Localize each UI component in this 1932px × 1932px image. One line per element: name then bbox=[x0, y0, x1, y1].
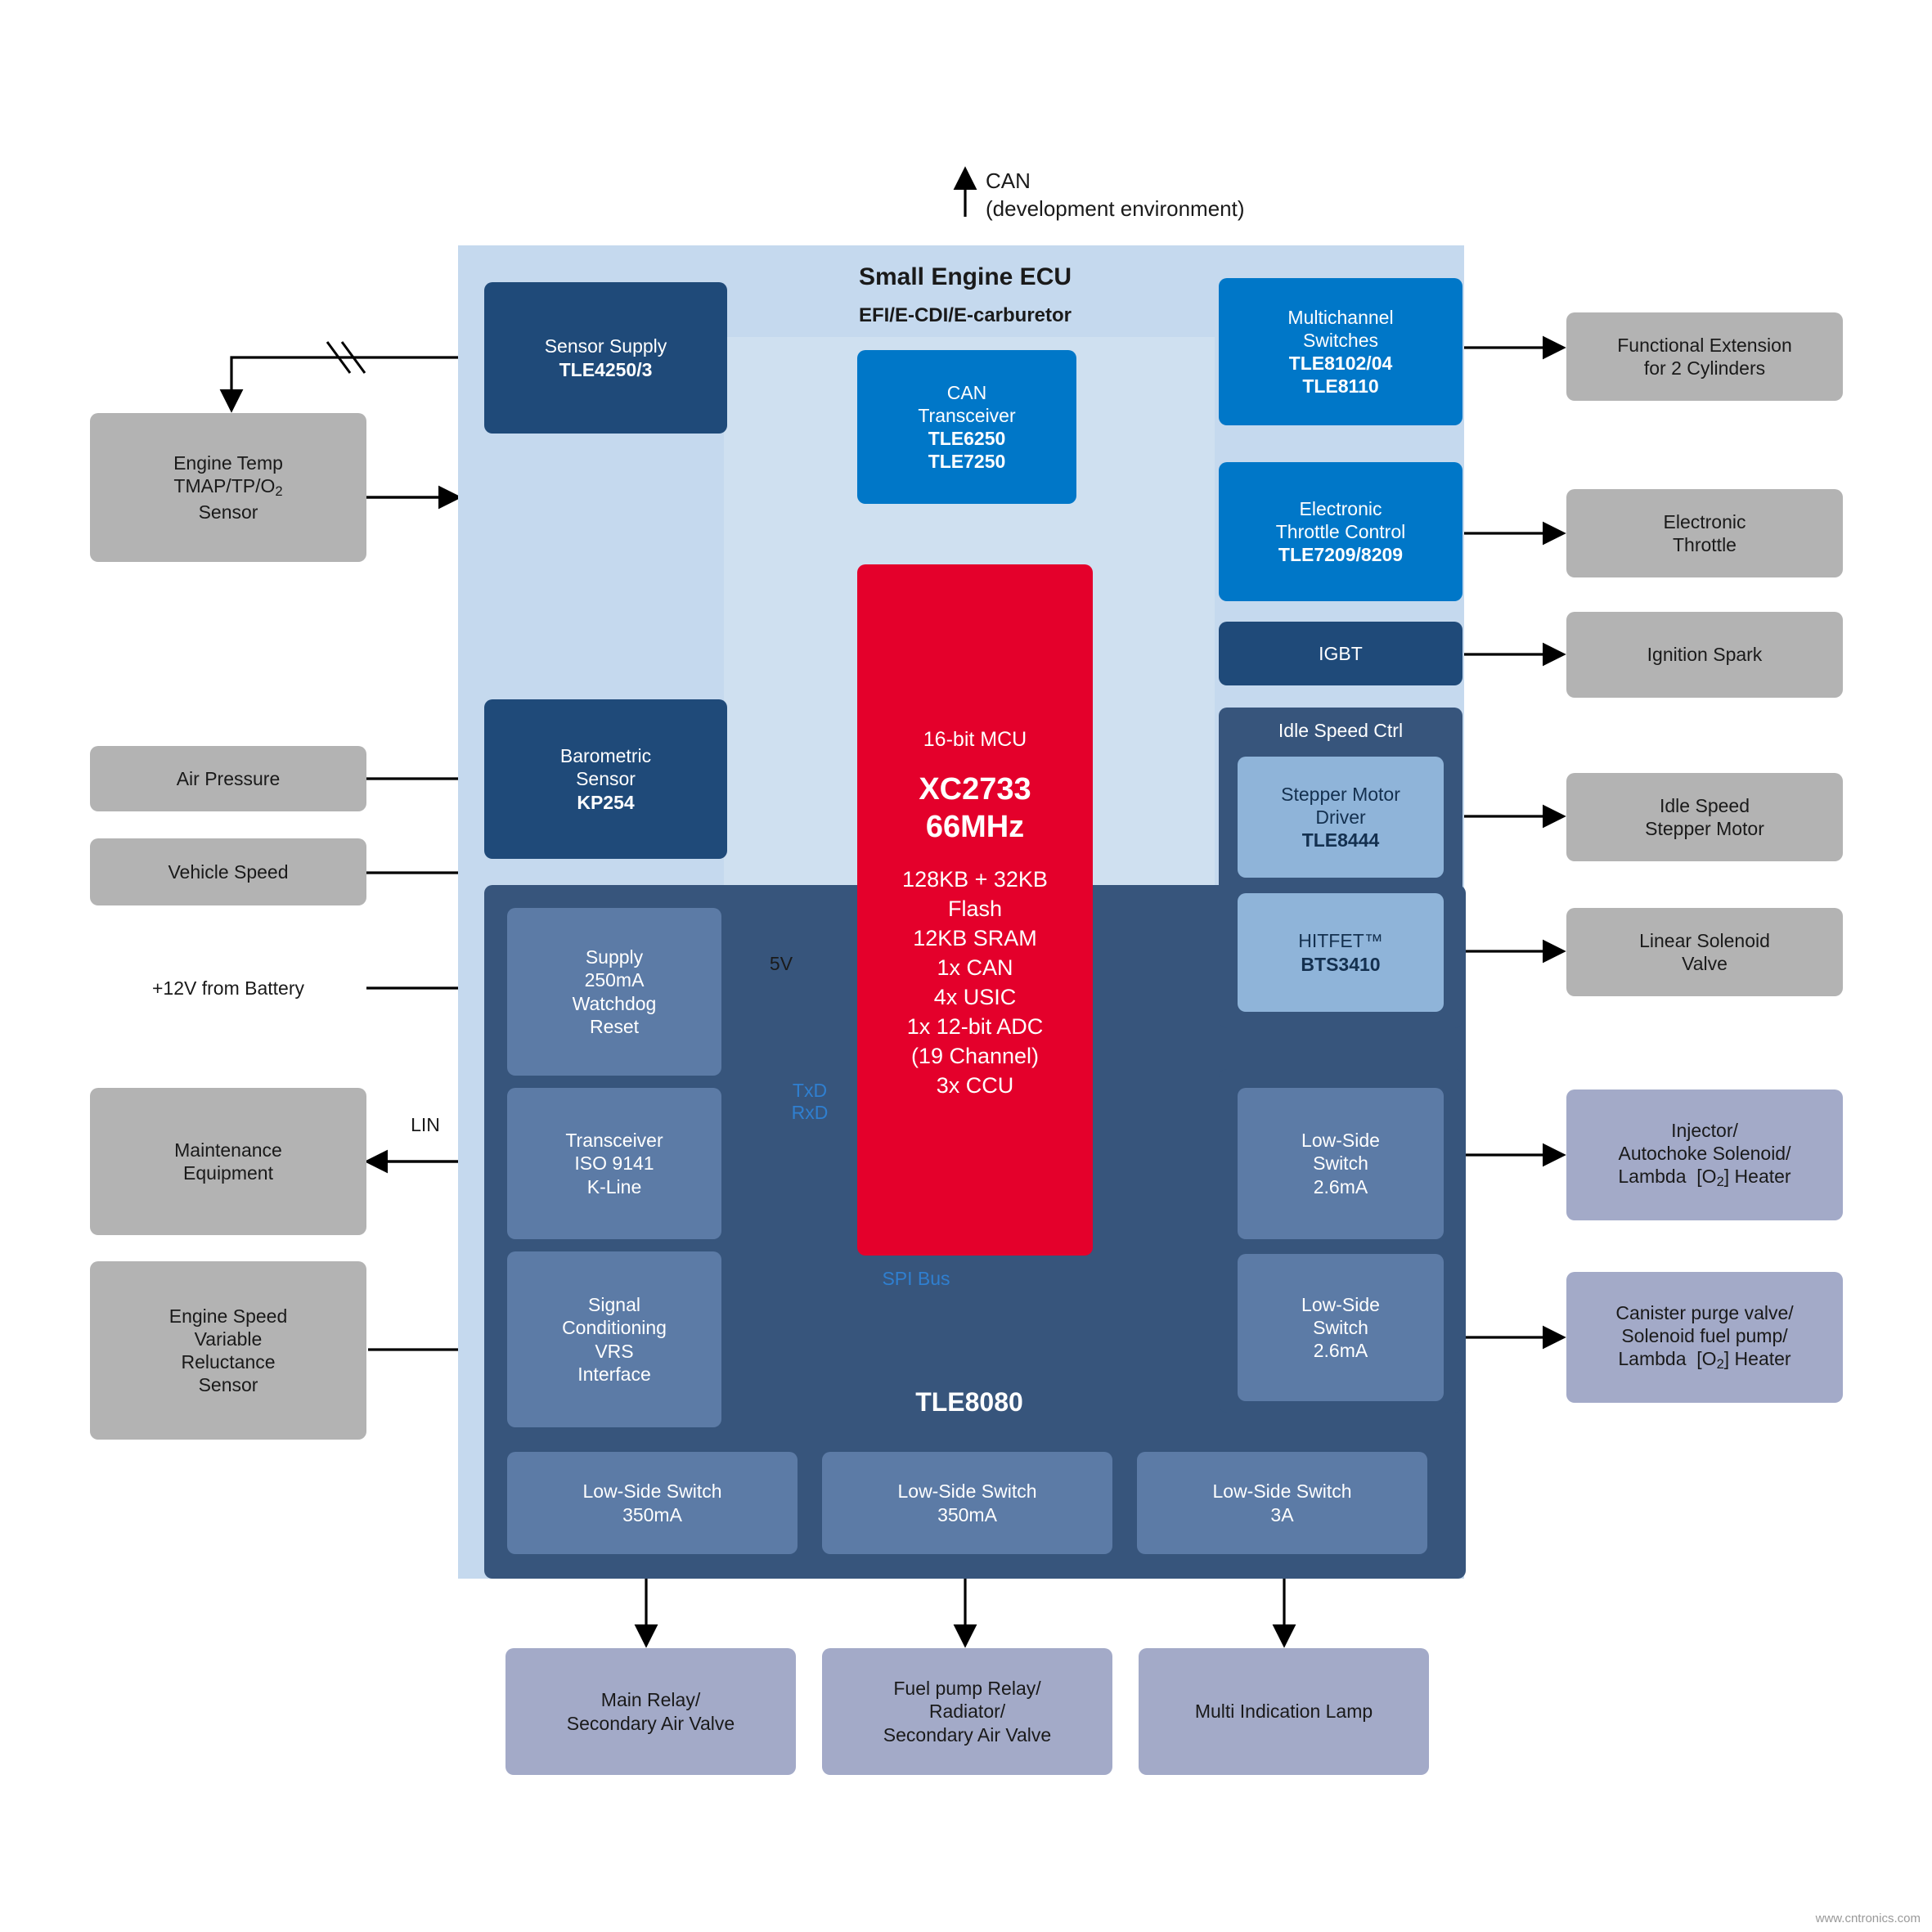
sensor-supply-block[interactable] bbox=[484, 282, 727, 434]
multichannel-line-1: Multichannel bbox=[1287, 306, 1394, 328]
electronic-throttle[interactable] bbox=[1566, 489, 1843, 577]
maintenance-equipment-line-1: Maintenance bbox=[174, 1139, 282, 1161]
mcu-spec-8: 3x CCU bbox=[936, 1072, 1014, 1098]
idle-speed-ctrl-title-text: Idle Speed Ctrl bbox=[1278, 719, 1404, 741]
stepper-line-1: Stepper Motor bbox=[1281, 783, 1400, 805]
etc-line-1: Electronic bbox=[1299, 497, 1382, 519]
multi-lamp-line-1: Multi Indication Lamp bbox=[1194, 1701, 1373, 1723]
stepper-part: TLE8444 bbox=[1301, 829, 1380, 851]
rxd-text: RxD bbox=[791, 1102, 829, 1123]
signal-conditioning-line-4: Interface bbox=[577, 1363, 651, 1385]
multichannel-switches-block[interactable] bbox=[1219, 278, 1462, 425]
idle-speed-stepper-motor[interactable] bbox=[1566, 773, 1843, 861]
functional-extension-line-1: Functional Extension bbox=[1617, 334, 1792, 356]
transceiver-kline-line-2: ISO 9141 bbox=[574, 1152, 654, 1175]
low-side-3a-line-2: 3A bbox=[1270, 1503, 1294, 1525]
injector-autochoke[interactable] bbox=[1566, 1090, 1843, 1220]
linear-solenoid-line-1: Linear Solenoid bbox=[1639, 929, 1770, 951]
hitfet-part: BTS3410 bbox=[1301, 953, 1381, 975]
functional-extension-line-2: for 2 Cylinders bbox=[1643, 357, 1766, 379]
transceiver-kline-line-3: K-Line bbox=[586, 1175, 642, 1197]
can-top-label bbox=[986, 168, 1411, 223]
lin-text: LIN bbox=[411, 1113, 440, 1135]
engine-temp-sensor-line-2: TMAP/$TP/O_2$ bbox=[173, 475, 283, 500]
lss2-line-3: 2.6mA bbox=[1313, 1340, 1368, 1362]
supply-watchdog-line-4: Reset bbox=[589, 1015, 640, 1037]
idle-speed-ctrl-title bbox=[1219, 713, 1462, 748]
low-side-350-a-line-1: Low-Side Switch bbox=[582, 1480, 722, 1503]
engine-speed-sensor-line-2: Variable bbox=[194, 1328, 263, 1350]
low-side-3a-line-1: Low-Side Switch bbox=[1212, 1480, 1352, 1503]
fuel-pump-relay[interactable] bbox=[822, 1648, 1112, 1775]
barometric-sensor-part: KP254 bbox=[577, 791, 635, 813]
main-relay[interactable] bbox=[505, 1648, 796, 1775]
lin-label bbox=[372, 1108, 479, 1141]
hitfet-block[interactable] bbox=[1238, 893, 1444, 1012]
canister-line-2: Solenoid fuel pump/ bbox=[1621, 1325, 1788, 1347]
maintenance-equipment[interactable] bbox=[90, 1088, 366, 1235]
fuel-pump-line-3: Secondary Air Valve bbox=[883, 1723, 1052, 1746]
can-top-text: CAN bbox=[986, 168, 1031, 193]
supply-5v-text: 5V bbox=[769, 952, 793, 974]
idle-stepper-line-2: Stepper Motor bbox=[1645, 818, 1764, 839]
can-transceiver-block[interactable] bbox=[857, 350, 1076, 504]
sensor-supply-line-1: Sensor Supply bbox=[544, 335, 667, 357]
mcu-clock: 66MHz bbox=[925, 810, 1025, 845]
ecu-subtitle bbox=[736, 301, 1194, 330]
main-relay-line-1: Main Relay/ bbox=[600, 1689, 701, 1711]
mcu-spec-4: 1x CAN bbox=[937, 955, 1013, 981]
linear-solenoid-line-2: Valve bbox=[1682, 953, 1728, 974]
engine-speed-sensor-line-3: Reluctance bbox=[181, 1351, 276, 1373]
multichannel-line-2: Switches bbox=[1302, 329, 1379, 351]
low-side-switch-350-b[interactable] bbox=[822, 1452, 1112, 1554]
signal-conditioning-block[interactable] bbox=[507, 1251, 721, 1427]
mcu-kind: 16-bit MCU bbox=[923, 728, 1027, 752]
engine-speed-sensor-line-4: Sensor bbox=[198, 1374, 258, 1396]
canister-line-3: Lambda $[O_2]$ Heater bbox=[1618, 1348, 1791, 1373]
electronic-throttle-line-1: Electronic bbox=[1663, 510, 1746, 532]
etc-line-2: Throttle Control bbox=[1275, 520, 1406, 542]
txd-text: TxD bbox=[792, 1080, 828, 1101]
can-transceiver-line-2: Transceiver bbox=[918, 404, 1016, 426]
signal-conditioning-line-1: Signal bbox=[588, 1294, 640, 1316]
stepper-motor-driver-block[interactable] bbox=[1238, 757, 1444, 878]
supply-5v-label bbox=[736, 949, 826, 978]
injector-line-3: Lambda $[O_2]$ Heater bbox=[1618, 1166, 1791, 1190]
low-side-switch-3a[interactable] bbox=[1137, 1452, 1427, 1554]
fuel-pump-line-2: Radiator/ bbox=[928, 1701, 1006, 1723]
watermark: www.cntronics.com bbox=[1815, 1912, 1921, 1925]
engine-temp-sensor-line-3: Sensor bbox=[198, 501, 258, 523]
battery-supply-text: +12V from Battery bbox=[152, 977, 304, 999]
battery-supply-label bbox=[90, 964, 366, 1013]
maintenance-equipment-line-2: Equipment bbox=[183, 1162, 273, 1184]
sensor-supply-part: TLE4250/3 bbox=[559, 358, 653, 380]
supply-watchdog-line-1: Supply bbox=[585, 946, 644, 968]
barometric-sensor-block[interactable] bbox=[484, 699, 727, 859]
engine-temp-sensor[interactable] bbox=[90, 413, 366, 562]
main-relay-line-2: Secondary Air Valve bbox=[566, 1712, 735, 1734]
low-side-350-a-line-2: 350mA bbox=[622, 1503, 682, 1525]
low-side-350-b-line-2: 350mA bbox=[937, 1503, 997, 1525]
etc-part: TLE7209/8209 bbox=[1278, 544, 1404, 566]
txd-rxd-label bbox=[757, 1080, 863, 1124]
lss1-line-3: 2.6mA bbox=[1313, 1175, 1368, 1197]
low-side-switch-2[interactable] bbox=[1238, 1254, 1444, 1401]
transceiver-kline-block[interactable] bbox=[507, 1088, 721, 1239]
mcu-spec-7: (19 Channel) bbox=[910, 1043, 1040, 1068]
transceiver-kline-line-1: Transceiver bbox=[565, 1130, 663, 1152]
can-transceiver-line-1: CAN bbox=[946, 381, 987, 403]
supply-watchdog-block[interactable] bbox=[507, 908, 721, 1076]
mcu-spec-1: 128KB + 32KB bbox=[902, 867, 1048, 892]
supply-watchdog-line-3: Watchdog bbox=[572, 992, 657, 1014]
ignition-spark-line-1: Ignition Spark bbox=[1647, 644, 1763, 666]
spi-bus-text: SPI Bus bbox=[882, 1267, 950, 1289]
can-transceiver-part-2: TLE7250 bbox=[928, 451, 1006, 473]
vehicle-speed[interactable] bbox=[90, 838, 366, 905]
lss1-line-2: Switch bbox=[1313, 1152, 1368, 1175]
stepper-line-2: Driver bbox=[1315, 806, 1366, 828]
mcu-spec-6: 1x 12-bit ADC bbox=[906, 1014, 1044, 1040]
low-side-350-b-line-1: Low-Side Switch bbox=[897, 1480, 1037, 1503]
engine-speed-sensor-line-1: Engine Speed bbox=[168, 1305, 288, 1327]
ecu-title bbox=[736, 260, 1194, 294]
vehicle-speed-line-1: Vehicle Speed bbox=[168, 860, 289, 883]
spi-bus-label bbox=[826, 1264, 1006, 1293]
multichannel-part-2: TLE8110 bbox=[1302, 375, 1379, 398]
igbt-block[interactable] bbox=[1219, 622, 1462, 685]
multichannel-part-1: TLE8102/04 bbox=[1288, 353, 1393, 374]
hitfet-line-1: HITFET™ bbox=[1298, 930, 1383, 952]
barometric-sensor-line-2: Sensor bbox=[576, 768, 636, 790]
ignition-spark[interactable] bbox=[1566, 612, 1843, 698]
barometric-sensor-line-1: Barometric bbox=[559, 745, 652, 767]
mcu-part: XC2733 bbox=[919, 771, 1031, 806]
supply-watchdog-line-2: 250mA bbox=[584, 969, 645, 991]
low-side-switch-350-a[interactable] bbox=[507, 1452, 798, 1554]
air-pressure-line-1: Air Pressure bbox=[176, 767, 281, 789]
ecu-title-text: Small Engine ECU bbox=[858, 263, 1072, 290]
lss1-line-1: Low-Side bbox=[1301, 1130, 1380, 1152]
mcu-spec-3: 12KB SRAM bbox=[913, 926, 1037, 951]
electronic-throttle-control-block[interactable] bbox=[1219, 462, 1462, 601]
fuel-pump-line-1: Fuel pump Relay/ bbox=[893, 1678, 1041, 1700]
can-top-subtext: (development environment) bbox=[986, 195, 1245, 221]
functional-extension[interactable] bbox=[1566, 312, 1843, 401]
multi-indication-lamp[interactable] bbox=[1139, 1648, 1429, 1775]
mcu-spec-5: 4x USIC bbox=[933, 985, 1017, 1010]
lss2-line-1: Low-Side bbox=[1301, 1293, 1380, 1315]
mcu-block[interactable] bbox=[857, 564, 1093, 1256]
signal-conditioning-line-3: VRS bbox=[595, 1340, 634, 1362]
tle8080-label bbox=[777, 1382, 1161, 1423]
engine-temp-sensor-line-1: Engine Temp bbox=[173, 452, 283, 474]
can-transceiver-part-1: TLE6250 bbox=[928, 428, 1006, 449]
canister-line-1: Canister purge valve/ bbox=[1615, 1302, 1794, 1324]
signal-conditioning-line-2: Conditioning bbox=[562, 1317, 667, 1339]
air-pressure[interactable] bbox=[90, 746, 366, 811]
idle-stepper-line-1: Idle Speed bbox=[1660, 794, 1750, 816]
lss2-line-2: Switch bbox=[1313, 1316, 1368, 1338]
tle8080-text: TLE8080 bbox=[915, 1387, 1023, 1418]
injector-line-2: Autochoke Solenoid/ bbox=[1618, 1143, 1791, 1165]
injector-line-1: Injector/ bbox=[1671, 1120, 1738, 1142]
linear-solenoid-valve[interactable] bbox=[1566, 908, 1843, 996]
low-side-switch-1[interactable] bbox=[1238, 1088, 1444, 1239]
engine-speed-sensor[interactable] bbox=[90, 1261, 366, 1440]
igbt-line-1: IGBT bbox=[1319, 642, 1363, 664]
canister-purge-valve[interactable] bbox=[1566, 1272, 1843, 1403]
ecu-subtitle-text: EFI/E-CDI/E-carburetor bbox=[858, 304, 1072, 327]
mcu-spec-2: Flash bbox=[947, 896, 1002, 922]
electronic-throttle-line-2: Throttle bbox=[1673, 534, 1737, 555]
